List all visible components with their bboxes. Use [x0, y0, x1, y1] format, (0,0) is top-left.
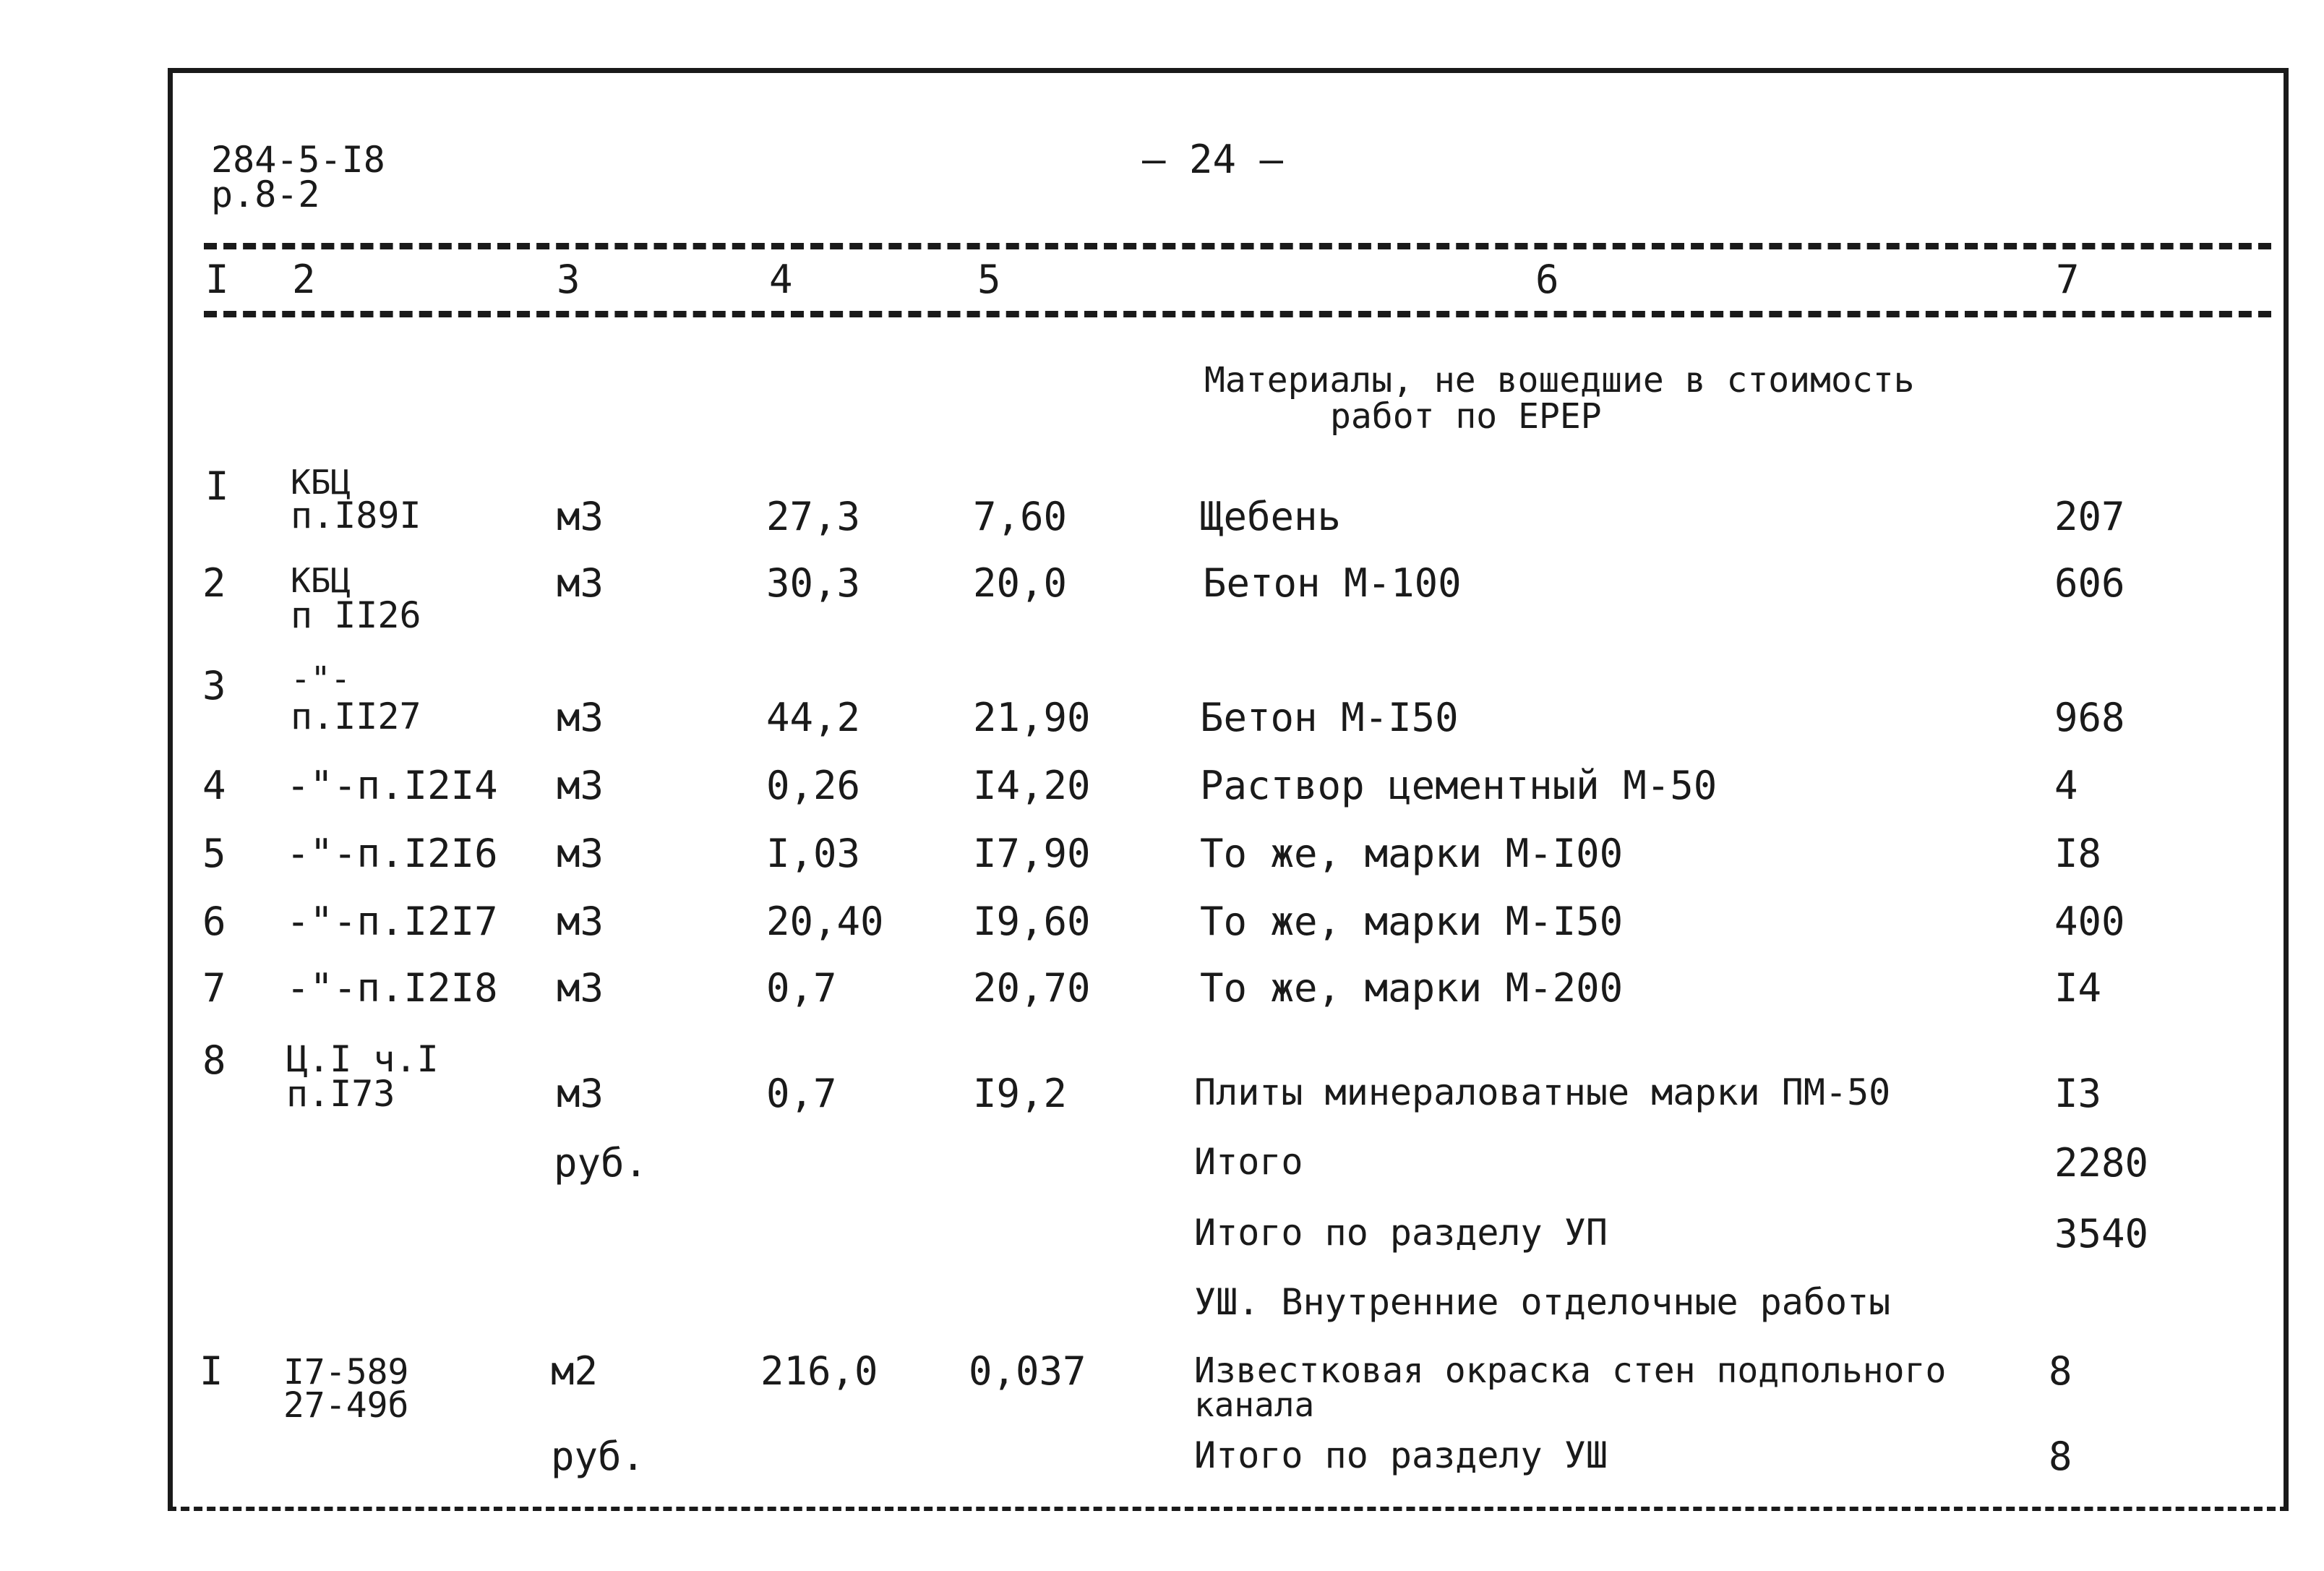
row-quantity: 44,2: [766, 695, 861, 740]
row-price: 20,70: [973, 965, 1091, 1011]
row-number: I: [200, 1348, 223, 1394]
row-code-line1: КБЦ: [291, 561, 351, 600]
row-price: I9,60: [973, 899, 1091, 944]
row-unit: м3: [557, 763, 604, 808]
row-price: I7,90: [973, 831, 1091, 876]
page-number: — 24 —: [1142, 137, 1284, 182]
row-total: 400: [2054, 899, 2125, 944]
row-total: 606: [2054, 560, 2125, 606]
row-number: 4: [202, 763, 226, 808]
document-section: р.8-2: [211, 174, 320, 215]
column-number-2: 2: [292, 257, 316, 302]
row-total: 8: [2049, 1348, 2072, 1394]
row-number: 2: [202, 560, 226, 606]
section-total-value: 8: [2049, 1434, 2072, 1479]
row-material-name: То же, марки М-I00: [1200, 831, 1624, 876]
row-quantity: 0,26: [766, 763, 861, 808]
row-total: 968: [2054, 695, 2125, 740]
row-number: 6: [202, 899, 226, 944]
row-number: 8: [202, 1037, 226, 1083]
section-total-label: Итого по разделу УП: [1194, 1212, 1608, 1254]
row-unit: м3: [557, 965, 604, 1011]
row-material-name: Бетон М-100: [1203, 560, 1462, 606]
column-number-5: 5: [977, 257, 1001, 302]
row-code-line1: КБЦ: [291, 463, 351, 502]
subtotal-total: 2280: [2054, 1140, 2149, 1186]
header-divider-bottom: [204, 311, 2271, 317]
row-price: 20,0: [973, 560, 1068, 606]
row-total: I4: [2054, 965, 2102, 1011]
header-divider-top: [204, 243, 2271, 249]
row-material-name: Раствор цементный М-50: [1200, 763, 1718, 808]
row-unit: м2: [551, 1348, 599, 1394]
row-price: I9,2: [973, 1071, 1068, 1116]
row-price: I4,20: [973, 763, 1091, 808]
row-unit: м3: [557, 831, 604, 876]
column-number-7: 7: [2056, 257, 2080, 302]
row-code-line2: п.II27: [291, 695, 421, 737]
row-number: I: [205, 463, 229, 509]
row-total: 207: [2054, 494, 2125, 539]
section-total-unit: руб.: [551, 1434, 646, 1479]
row-code-line2: п.I73: [286, 1073, 395, 1115]
row-unit: м3: [557, 695, 604, 740]
row-code-line2: 27-49б: [283, 1385, 409, 1426]
row-material-name: Щебень: [1200, 494, 1342, 539]
row-code-line1: -"-: [291, 659, 351, 698]
row-quantity: 30,3: [766, 560, 861, 606]
section-title-line2: работ по ЕРЕР: [1330, 396, 1602, 437]
row-total: I3: [2054, 1071, 2102, 1116]
row-code-line1: -"-п.I2I6: [286, 831, 498, 876]
section-title: УШ. Внутренние отделочные работы: [1194, 1281, 1891, 1323]
row-code-line1: I7-589: [283, 1352, 409, 1392]
row-quantity: 216,0: [760, 1348, 878, 1394]
column-number-3: 3: [557, 257, 580, 302]
document-code: 284-5-I8: [211, 139, 385, 181]
subtotal-unit: руб.: [554, 1140, 648, 1186]
row-unit: м3: [557, 494, 604, 539]
column-number-1: I: [205, 257, 229, 302]
row-work-name-line2: канала: [1194, 1385, 1315, 1424]
row-unit: м3: [557, 560, 604, 606]
row-total: I8: [2054, 831, 2102, 876]
row-material-name: Плиты минераловатные марки ПМ-50: [1194, 1071, 1891, 1113]
row-code-line1: -"-п.I2I7: [286, 899, 498, 944]
row-code-line1: -"-п.I2I4: [286, 763, 498, 808]
row-material-name: То же, марки М-200: [1200, 965, 1624, 1011]
row-price: 0,037: [969, 1348, 1086, 1394]
subtotal-label: Итого: [1194, 1141, 1303, 1183]
column-number-4: 4: [769, 257, 793, 302]
section-total-label: Итого по разделу УШ: [1194, 1434, 1608, 1476]
row-price: 7,60: [973, 494, 1068, 539]
row-code-line1: -"-п.I2I8: [286, 965, 498, 1011]
row-quantity: 27,3: [766, 494, 861, 539]
row-price: 21,90: [973, 695, 1091, 740]
row-code-line2: п II26: [291, 594, 421, 636]
row-quantity: 0,7: [766, 1071, 837, 1116]
row-number: 5: [202, 831, 226, 876]
row-material-name: То же, марки М-I50: [1200, 899, 1624, 944]
row-work-name-line1: Известковая окраска стен подпольного: [1194, 1350, 1947, 1391]
row-quantity: 0,7: [766, 965, 837, 1011]
row-number: 3: [202, 663, 226, 709]
row-total: 4: [2054, 763, 2078, 808]
section-total-value: 3540: [2054, 1211, 2149, 1257]
column-number-6: 6: [1535, 257, 1559, 302]
row-quantity: I,03: [766, 831, 861, 876]
row-material-name: Бетон М-I50: [1200, 695, 1459, 740]
row-unit: м3: [557, 1071, 604, 1116]
row-code-line2: п.I89I: [291, 495, 421, 536]
row-code-line1: Ц.I ч.I: [286, 1038, 439, 1080]
section-title-line1: Материалы, не вошедшие в стоимость: [1204, 360, 1915, 401]
row-number: 7: [202, 965, 226, 1011]
row-unit: м3: [557, 899, 604, 944]
row-quantity: 20,40: [766, 899, 884, 944]
